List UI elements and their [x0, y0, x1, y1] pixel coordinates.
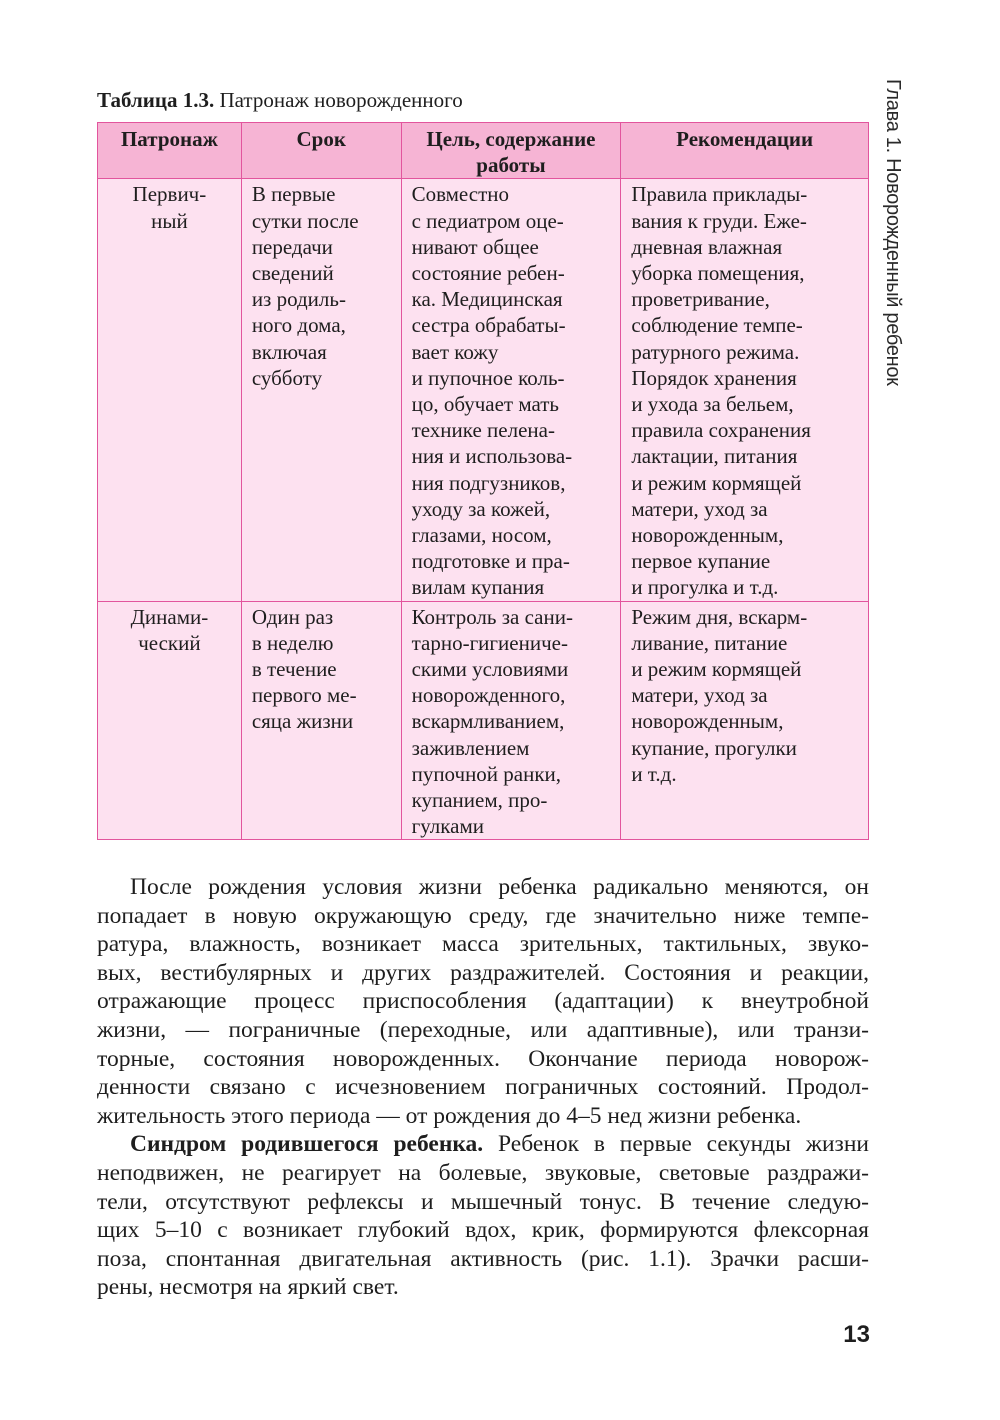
text-line: скими условиями — [411, 657, 569, 682]
text-line: правила сохранения — [631, 418, 811, 443]
text-line: Первич- — [132, 182, 207, 207]
text-line: и прогулка и т.д. — [631, 575, 779, 600]
text-line: новорожденным, — [631, 523, 784, 548]
paragraph-line — [97, 1130, 869, 1159]
text-line: матери, уход за — [631, 496, 768, 521]
text-line: первого ме- — [251, 683, 357, 708]
text-line: нивают общее — [411, 234, 539, 259]
paragraph-syndrome — [97, 1130, 869, 1302]
cell-goal — [401, 601, 621, 840]
text-line: ческий — [138, 630, 201, 655]
cell-recommendations — [621, 179, 869, 601]
header-goal — [401, 123, 621, 179]
table-caption-label: Таблица 1.3. — [97, 88, 215, 112]
text-line: сутки после — [251, 208, 359, 233]
text-line: Режим дня, вскарм- — [631, 604, 808, 629]
text-line: уходу за кожей, — [411, 496, 551, 521]
text-line: подготовке и пра- — [411, 549, 570, 574]
patronage-table — [97, 122, 869, 840]
text-line: проветривание, — [631, 287, 770, 312]
text-line: отражающие процесс приспособления (адаптации) к внеутробной — [97, 988, 869, 1015]
header-goal-line: Цель, содержание — [426, 127, 596, 151]
text-line: щих 5–10 с возникает глубокий вдох, крик, формируются флексорная — [97, 1217, 869, 1244]
cell-patronage-type — [98, 601, 242, 840]
text-line: ратура, влажность, возникает масса зрительных, тактильных, звуко- — [97, 931, 869, 958]
text-line: ратурного режима. — [631, 339, 800, 364]
body-text — [97, 873, 869, 1302]
page-number: 13 — [843, 1321, 870, 1348]
text-line: ливание, питание — [631, 630, 788, 655]
text-line: вилам купания — [411, 575, 545, 600]
table-caption-title: Патронаж новорожденного — [219, 88, 463, 112]
text-line: тели, отсутствуют рефлексы и мышечный тонус. В течение следую- — [97, 1188, 869, 1215]
text-line: гулками — [411, 814, 484, 839]
cell-term — [241, 601, 401, 840]
text-line: жизни, — пограничные (переходные, или адаптивные), или транзи- — [97, 1016, 869, 1043]
text-line: торные, состояния новорожденных. Окончание периода новорож- — [97, 1045, 869, 1072]
text-line: и пупочное коль- — [411, 365, 565, 390]
text-line: Правила приклады- — [631, 182, 808, 207]
text-line: субботу — [251, 365, 323, 390]
text-line: лактации, питания — [631, 444, 798, 469]
text-line: тарно-гигиениче- — [411, 630, 568, 655]
text-line: новорожденным, — [631, 709, 784, 734]
text-line: Порядок хранения — [631, 365, 797, 390]
text-line: ка. Медицинская — [411, 287, 563, 312]
text-line: в неделю — [251, 630, 334, 655]
text-line: и т.д. — [631, 761, 677, 786]
text-line: из родиль- — [251, 287, 346, 312]
text-line: денности связано с исчезновением пограничных состояний. Продол- — [97, 1074, 869, 1101]
header-patronage: Патронаж — [98, 123, 242, 179]
text-line: пупочной ранки, — [411, 761, 562, 786]
text-line: В первые — [251, 182, 336, 207]
text-line: цо, обучает мать — [411, 392, 560, 417]
text-line: технике пелена- — [411, 418, 555, 443]
cell-term — [241, 179, 401, 601]
chapter-running-header: Глава 1. Новорожденный ребенок — [882, 79, 904, 386]
text-line: попадает в новую окружающую среду, где значительно ниже темпе- — [97, 902, 869, 929]
text-line: сведений — [251, 261, 334, 286]
text-line: передачи — [251, 234, 333, 259]
cell-recommendations — [621, 601, 869, 840]
syndrome-first-line: Ребенок в первые секунды жизни — [483, 1131, 869, 1158]
table-row — [98, 179, 869, 601]
text-line: включая — [251, 339, 327, 364]
text-line: жительность этого периода — от рождения до 4–5 нед жизни ребенка. — [97, 1102, 802, 1129]
text-line: в течение — [251, 657, 337, 682]
text-line: и режим кормящей — [631, 657, 802, 682]
text-line: вых, вестибулярных и других раздражителей. Состояния и реакции, — [97, 959, 869, 986]
header-term: Срок — [241, 123, 401, 179]
text-line: поза, спонтанная двигательная активность (рис. 1.1). Зрачки расши- — [97, 1245, 869, 1272]
text-line: Один раз — [251, 604, 334, 629]
text-line: ного дома, — [251, 313, 346, 338]
text-line: рены, несмотря на яркий свет. — [97, 1274, 399, 1301]
text-line: Динами- — [130, 604, 209, 629]
text-line: и ухода за бельем, — [631, 392, 794, 417]
table-header-row — [98, 123, 869, 179]
text-line: вает кожу — [411, 339, 499, 364]
text-line: заживлением — [411, 735, 530, 760]
text-line: дневная влажная — [631, 234, 783, 259]
text-line: ния и использова- — [411, 444, 573, 469]
text-line: матери, уход за — [631, 683, 768, 708]
header-goal-line: работы — [476, 153, 546, 178]
text-line: Совместно — [411, 182, 510, 207]
text-line: и режим кормящей — [631, 470, 802, 495]
cell-goal — [401, 179, 621, 601]
text-line: первое купание — [631, 549, 771, 574]
text-line: состояние ребен- — [411, 261, 565, 286]
text-line: ный — [151, 208, 188, 233]
table-row — [98, 601, 869, 840]
text-line: соблюдение темпе- — [631, 313, 803, 338]
text-line: купание, прогулки — [631, 735, 797, 760]
text-line: сестра обрабаты- — [411, 313, 566, 338]
syndrome-heading: Синдром родившегося ребенка. — [130, 1131, 484, 1158]
text-line: вскармливанием, — [411, 709, 565, 734]
text-line: сяца жизни — [251, 709, 354, 734]
text-line: купанием, про- — [411, 788, 548, 813]
text-line: вания к груди. Еже- — [631, 208, 807, 233]
table-caption — [97, 86, 463, 114]
text-line: После рождения условия жизни ребенка радикально меняются, он — [130, 874, 869, 900]
text-line: Контроль за сани- — [411, 604, 573, 629]
text-line: новорожденного, — [411, 683, 566, 708]
cell-patronage-type — [98, 179, 242, 601]
paragraph-postnatal — [97, 873, 869, 1130]
text-line: с педиатром оце- — [411, 208, 564, 233]
text-line: глазами, носом, — [411, 523, 552, 548]
text-line: уборка помещения, — [631, 261, 805, 286]
header-recommendations: Рекомендации — [621, 123, 869, 179]
text-line: неподвижен, не реагирует на болевые, звуковые, световые раздражи- — [97, 1159, 869, 1186]
text-line: ния подгузников, — [411, 470, 566, 495]
